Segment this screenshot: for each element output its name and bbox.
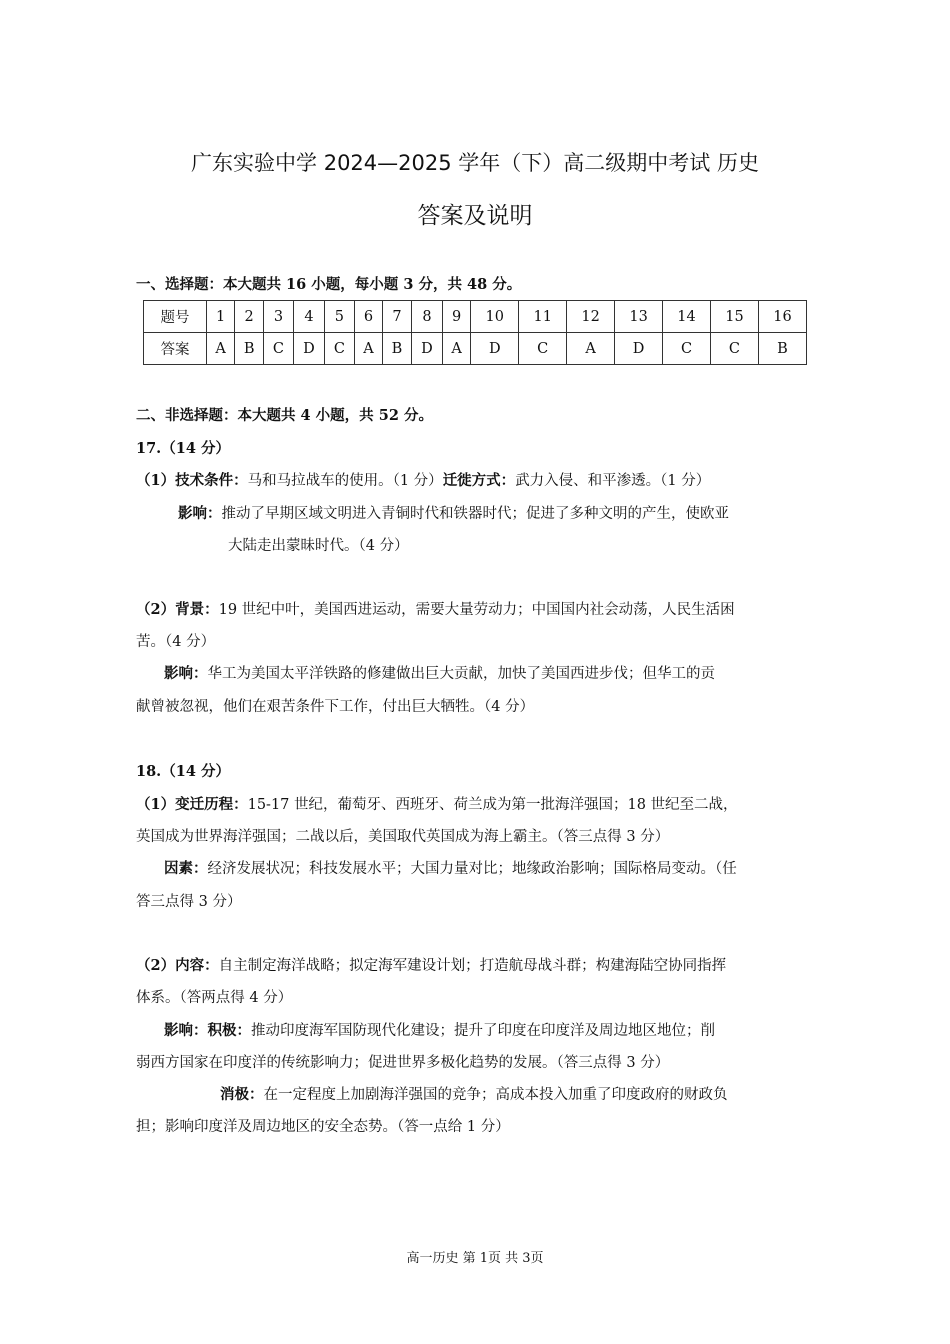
q18-part2-positive (164, 1022, 715, 1040)
section1-heading: 一、选择题：本大题共 16 小题，每小题 3 分，共 48 分。 (136, 276, 522, 293)
number-cell: 6 (354, 301, 382, 333)
number-cell: 9 (443, 301, 471, 333)
q18-content-text-b: 体系。（答两点得 4 分） (136, 990, 293, 1006)
q17-header: 17.（14 分） (136, 440, 230, 457)
q18-factors-text-b: 答三点得 3 分） (136, 894, 242, 910)
answer-cell: C (519, 333, 567, 365)
answer-cell: A (443, 333, 471, 365)
answer-row (144, 333, 807, 365)
q17-influence-label: 影响： (178, 505, 222, 522)
q17-part2-influence (164, 665, 715, 683)
q17-background-label: （2）背景： (136, 601, 219, 618)
number-cell: 1 (207, 301, 235, 333)
q17-migration-text: 武力入侵、和平渗透。（1 分） (515, 473, 711, 489)
page-footer: 高一历史 第 1页 共 3页 (406, 1251, 544, 1266)
q18-negative-text-a: 在一定程度上加剧海洋强国的竞争；高成本投入加重了印度政府的财政负 (263, 1087, 728, 1103)
number-cell: 2 (235, 301, 264, 333)
q18-content-label: （2）内容： (136, 957, 219, 974)
q17-migration-label: 迁徙方式： (442, 472, 516, 489)
number-cell: 5 (325, 301, 355, 333)
answer-cell: D (471, 333, 519, 365)
q17-influence-text-b: 大陆走出蒙昧时代。（4 分） (228, 538, 409, 554)
section2-heading: 二、非选择题：本大题共 4 小题，共 52 分。 (136, 407, 433, 424)
q18-factors-text-a: 经济发展状况；科技发展水平；大国力量对比；地缘政治影响；国际格局变动。（任 (207, 861, 737, 877)
answer-cell: A (207, 333, 235, 365)
q18-content-text-a: 自主制定海洋战略；拟定海军建设计划；打造航母战斗群；构建海陆空协同指挥 (218, 958, 727, 974)
q18-negative-text-b: 担；影响印度洋及周边地区的安全态势。（答一点给 1 分） (136, 1119, 510, 1135)
number-cell: 4 (293, 301, 324, 333)
answer-cell: C (325, 333, 355, 365)
answer-cell: C (264, 333, 294, 365)
question-number-row (144, 301, 807, 333)
q17-influence2-text-a: 华工为美国太平洋铁路的修建做出巨大贡献，加快了美国西进步伐；但华工的贡 (207, 666, 715, 682)
q18-header: 18.（14 分） (136, 763, 230, 780)
answer-cell: D (411, 333, 442, 365)
number-cell: 16 (758, 301, 806, 333)
q17-background-text-a: 19 世纪中叶，美国西进运动，需要大量劳动力；中国国内社会动荡，人民生活困 (218, 602, 735, 618)
q18-positive-text-b: 弱西方国家在印度洋的传统影响力；促进世界多极化趋势的发展。（答三点得 3 分） (136, 1055, 670, 1071)
q18-factors-label: 因素： (164, 860, 208, 877)
answer-cell: D (293, 333, 324, 365)
row-label-answer: 答案 (144, 333, 207, 365)
q18-negative-label: 消极： (220, 1086, 264, 1103)
answer-cell: C (663, 333, 711, 365)
answer-cell: D (615, 333, 663, 365)
answer-cell: A (354, 333, 382, 365)
number-cell: 7 (383, 301, 412, 333)
answer-cell: B (383, 333, 412, 365)
q17-background-text-b: 苦。（4 分） (136, 634, 216, 650)
q18-part1-factors (164, 860, 737, 878)
q17-part2-background (136, 601, 735, 619)
number-cell: 13 (615, 301, 663, 333)
number-cell: 15 (710, 301, 758, 333)
number-cell: 8 (411, 301, 442, 333)
q18-part1-history (136, 796, 738, 814)
q18-part2-content (136, 957, 726, 975)
q18-history-text-b: 英国成为世界海洋强国；二战以后，美国取代英国成为海上霸主。（答三点得 3 分） (136, 829, 670, 845)
q18-positive-text-a: 推动印度海军国防现代化建设；提升了印度在印度洋及周边地区地位；削 (251, 1023, 715, 1039)
q18-positive-label: 影响：积极： (164, 1022, 251, 1039)
answer-cell: C (710, 333, 758, 365)
answer-cell: B (235, 333, 264, 365)
q18-history-text-a: 15-17 世纪，葡萄牙、西班牙、荷兰成为第一批海洋强国；18 世纪至二战， (247, 797, 738, 813)
q17-part1-influence (178, 505, 729, 523)
answer-cell: A (567, 333, 615, 365)
document-subtitle: 答案及说明 (417, 203, 533, 229)
document-title: 广东实验中学 2024—2025 学年（下）高二级期中考试 历史 (191, 151, 759, 175)
answer-table (143, 300, 807, 365)
row-label-number: 题号 (144, 301, 207, 333)
q18-history-label: （1）变迁历程： (136, 796, 248, 813)
q17-tech-text: 马和马拉战车的使用。（1 分） (247, 473, 443, 489)
answer-cell: B (758, 333, 806, 365)
number-cell: 3 (264, 301, 294, 333)
q18-part2-negative (220, 1086, 728, 1104)
number-cell: 12 (567, 301, 615, 333)
number-cell: 14 (663, 301, 711, 333)
number-cell: 10 (471, 301, 519, 333)
q17-influence2-text-b: 献曾被忽视，他们在艰苦条件下工作，付出巨大牺牲。（4 分） (136, 699, 535, 715)
q17-influence-text-a: 推动了早期区域文明进入青铜时代和铁器时代；促进了多种文明的产生，使欧亚 (221, 506, 729, 522)
q17-influence2-label: 影响： (164, 665, 208, 682)
q17-tech-label: （1）技术条件： (136, 472, 248, 489)
q17-part1-line1 (136, 472, 710, 490)
number-cell: 11 (519, 301, 567, 333)
